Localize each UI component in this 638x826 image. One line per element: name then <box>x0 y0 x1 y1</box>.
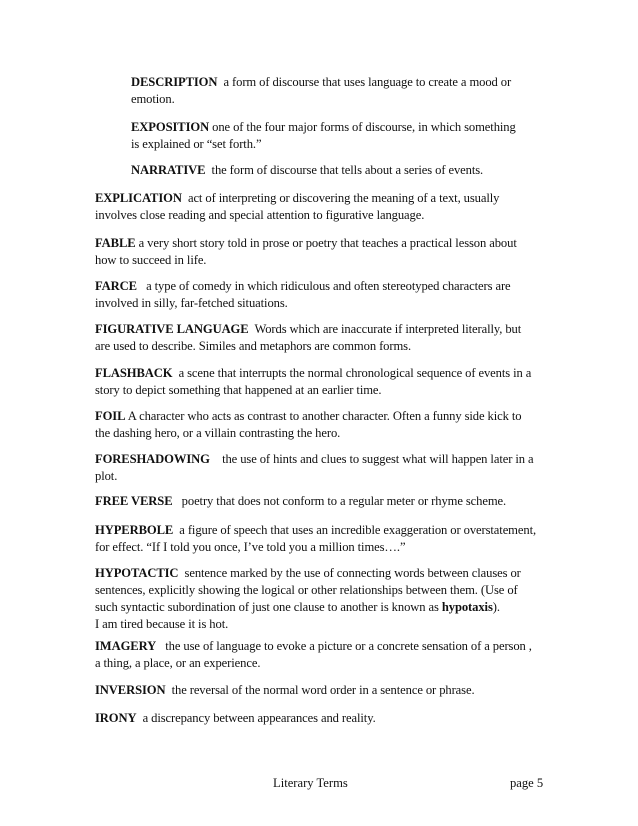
entry-flashback <box>95 365 555 399</box>
entry-figurative-language <box>95 321 555 355</box>
entry-hypotactic <box>95 565 555 633</box>
entry-imagery <box>95 638 555 672</box>
term-label: FORESHADOWING <box>95 452 210 466</box>
definition-text: one of the four major forms of discourse, in which something <box>212 120 516 134</box>
entry-exposition <box>131 119 541 153</box>
term-label: EXPLICATION <box>95 191 182 205</box>
term-label: FLASHBACK <box>95 366 173 380</box>
definition-text-cont: the dashing hero, or a villain contrasting the hero. <box>95 426 341 440</box>
term-label: IRONY <box>95 711 137 725</box>
definition-text: a very short story told in prose or poetry that teaches a practical lesson about <box>138 236 517 250</box>
entry-narrative <box>131 162 541 179</box>
definition-text: A character who acts as contrast to another character. Often a funny side kick to <box>127 409 522 423</box>
term-label: DESCRIPTION <box>131 75 218 89</box>
term-label: IMAGERY <box>95 639 157 653</box>
definition-text: sentence marked by the use of connecting words between clauses or <box>184 566 521 580</box>
definition-text: the use of hints and clues to suggest what will happen later in a <box>222 452 534 466</box>
page-number: page 5 <box>510 776 544 790</box>
entry-fable <box>95 235 555 269</box>
definition-text: the use of language to evoke a picture or a concrete sensation of a person , <box>165 639 532 653</box>
definition-text: a scene that interrupts the normal chronological sequence of events in a <box>178 366 532 380</box>
entry-inversion <box>95 682 555 699</box>
definition-text: a figure of speech that uses an incredible exaggeration or overstatement, <box>179 523 537 537</box>
definition-text: poetry that does not conform to a regular meter or rhyme scheme. <box>181 494 507 508</box>
term-label: FREE VERSE <box>95 494 173 508</box>
definition-text: the reversal of the normal word order in a sentence or phrase. <box>171 683 475 697</box>
definition-text: act of interpreting or discovering the meaning of a text, usually <box>187 191 500 205</box>
inline-term-hypotaxis: hypotaxis <box>441 600 493 614</box>
definition-text: Words which are inaccurate if interpreted literally, but <box>254 322 522 336</box>
definition-text-cont: sentences, explicitly showing the logical or other relationships between them. (Use of <box>95 583 518 597</box>
definition-text: a discrepancy between appearances and reality. <box>142 711 376 725</box>
definition-text-cont: a thing, a place, or an experience. <box>95 656 261 670</box>
definition-text-cont: is explained or “set forth.” <box>131 137 262 151</box>
term-label: FIGURATIVE LANGUAGE <box>95 322 249 336</box>
definition-text: a type of comedy in which ridiculous and often stereotyped characters are <box>146 279 511 293</box>
definition-text-cont: story to depict something that happened at an earlier time. <box>95 383 382 397</box>
entry-farce <box>95 278 555 312</box>
term-label: INVERSION <box>95 683 166 697</box>
definition-text-cont: plot. <box>95 469 118 483</box>
definition-text-cont: ). <box>492 600 500 614</box>
entry-description <box>131 74 541 108</box>
definition-text: a form of discourse that uses language to create a mood or <box>223 75 512 89</box>
definition-text: the form of discourse that tells about a series of events. <box>211 163 484 177</box>
term-label: FARCE <box>95 279 137 293</box>
term-label: FOIL <box>95 409 126 423</box>
entry-explication <box>95 190 555 224</box>
footer-title: Literary Terms <box>273 776 348 790</box>
term-label: HYPOTACTIC <box>95 566 179 580</box>
entry-free-verse <box>95 493 555 510</box>
definition-text-cont: involved in silly, far-fetched situations. <box>95 296 288 310</box>
definition-text-cont: such syntactic subordination of just one clause to another is known as <box>95 600 442 614</box>
definition-text-cont: involves close reading and special attention to figurative language. <box>95 208 425 222</box>
definition-text-cont: emotion. <box>131 92 175 106</box>
entry-foil <box>95 408 555 442</box>
definition-text-cont: for effect. “If I told you once, I’ve told you a million times….” <box>95 540 406 554</box>
term-label: FABLE <box>95 236 136 250</box>
definition-text-cont: are used to describe. Similes and metaphors are common forms. <box>95 339 412 353</box>
term-label: EXPOSITION <box>131 120 210 134</box>
definition-text-cont: how to succeed in life. <box>95 253 207 267</box>
entry-irony <box>95 710 555 727</box>
term-label: NARRATIVE <box>131 163 206 177</box>
example-sentence: I am tired because it is hot. <box>95 617 229 631</box>
entry-foreshadowing <box>95 451 555 485</box>
entry-hyperbole <box>95 522 555 556</box>
term-label: HYPERBOLE <box>95 523 174 537</box>
